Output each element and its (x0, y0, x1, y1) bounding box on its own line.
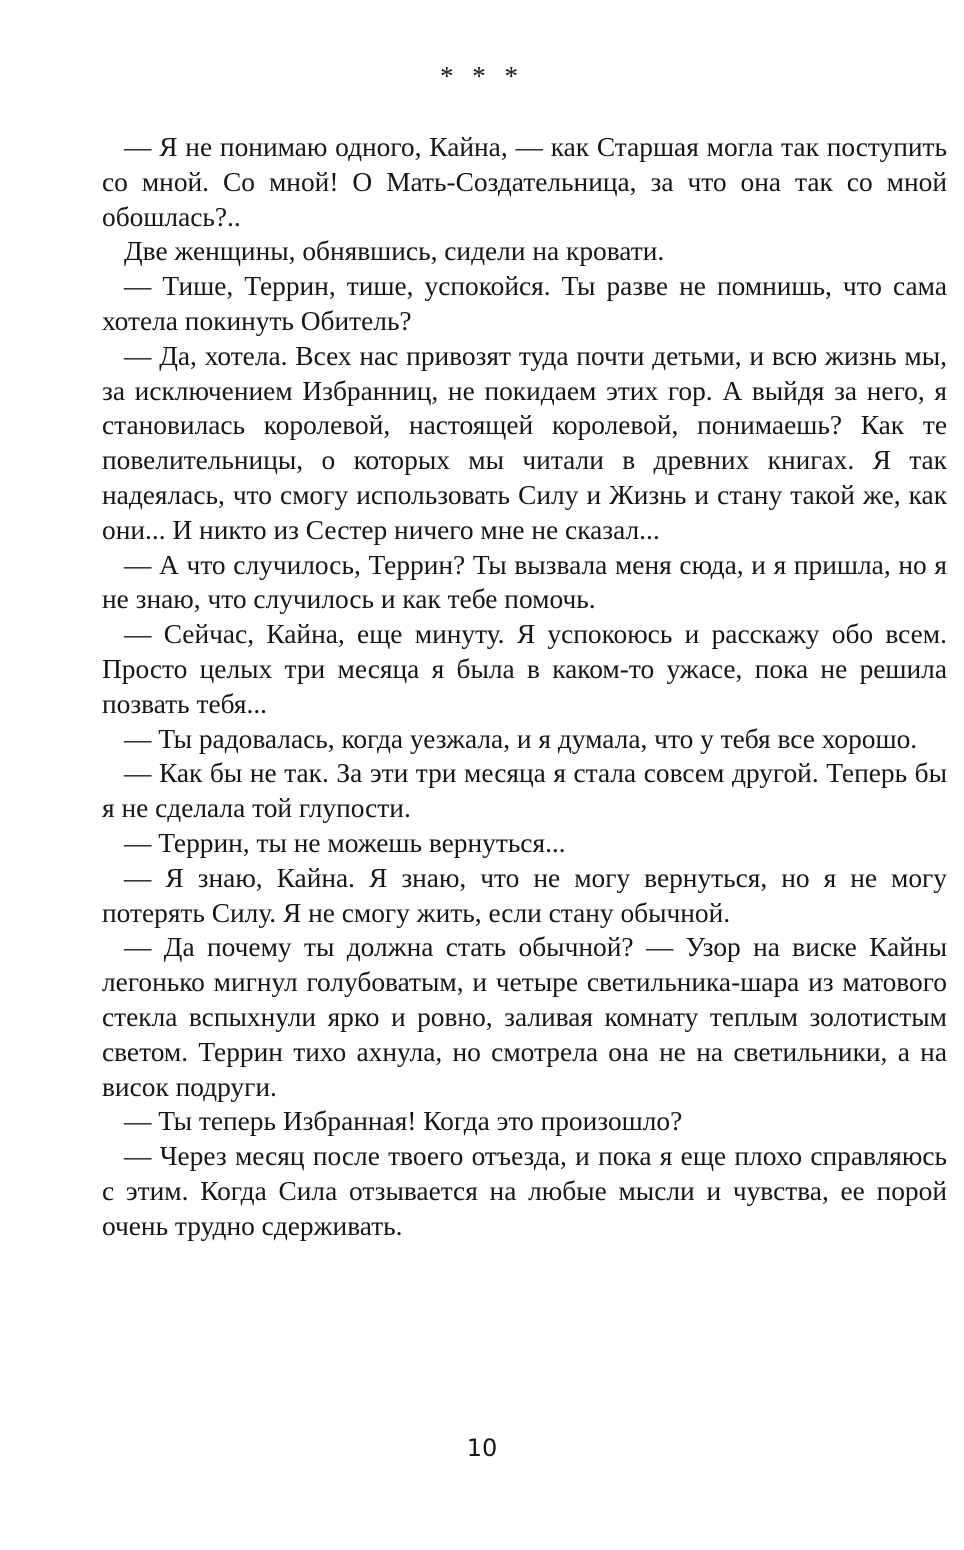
paragraph: — Я не понимаю одного, Кайна, — как Старшая могла так поступить со мной. Со мной! О Мать-Создательница, за что она так со мной обошлась?.. (102, 132, 947, 232)
paragraph: — Террин, ты не можешь вернуться... (124, 827, 566, 858)
paragraph: — А что случилось, Террин? Ты вызвала меня сюда, и я пришла, но я не знаю, что случилось и как тебе помочь. (102, 549, 947, 615)
paragraph: Две женщины, обнявшись, сидели на кровати. (124, 236, 665, 267)
paragraph: — Я знаю, Кайна. Я знаю, что не могу вернуться, но я не могу потерять Силу. Я не смогу жить, если стану обычной. (102, 862, 947, 928)
paragraph: — Ты радовалась, когда уезжала, и я думала, что у тебя все хорошо. (124, 723, 918, 754)
paragraph: — Да, хотела. Всех нас привозят туда почти детьми, и всю жизнь мы, за исключением Избранниц, не покидаем этих гор. А выйдя за него, я становилась королевой, настоящей королевой, понимаешь? Как те повелительницы, о которых мы читали в древних книгах. Я так надеялась, что смогу использовать Силу и Жизнь и стану такой же, как они... И никто из Сестер ничего мне не сказал... (102, 340, 947, 545)
paragraph: — Как бы не так. За эти три месяца я стала совсем другой. Теперь бы я не сделала той глупости. (102, 758, 947, 824)
paragraph: — Сейчас, Кайна, еще минуту. Я успокоюсь и расскажу обо всем. Просто целых три месяца я была в каком-то ужасе, пока не решила позвать тебя... (102, 619, 947, 719)
paragraph: — Тише, Террин, тише, успокойся. Ты разве не помнишь, что сама хотела покинуть Обитель? (102, 271, 947, 336)
body-text (102, 130, 947, 1244)
paragraph: — Да почему ты должна стать обычной? — Узор на виске Кайны легонько мигнул голубоватым, и четыре светильника-шара из матового стекла вспыхнули ярко и ровно, заливая комнату теплым золотистым светом. Террин тихо ахнула, но смотрела она не на светильники, а на висок подруги. (102, 932, 947, 1102)
paragraph: — Ты теперь Избранная! Когда это произошло? (124, 1106, 683, 1137)
section-separator: * * * (440, 61, 524, 91)
page-number: 10 (466, 1434, 498, 1462)
paragraph: — Через месяц после твоего отъезда, и пока я еще плохо справляюсь с этим. Когда Сила отзывается на любые мысли и чувства, ее порой очень трудно сдерживать. (102, 1141, 947, 1241)
